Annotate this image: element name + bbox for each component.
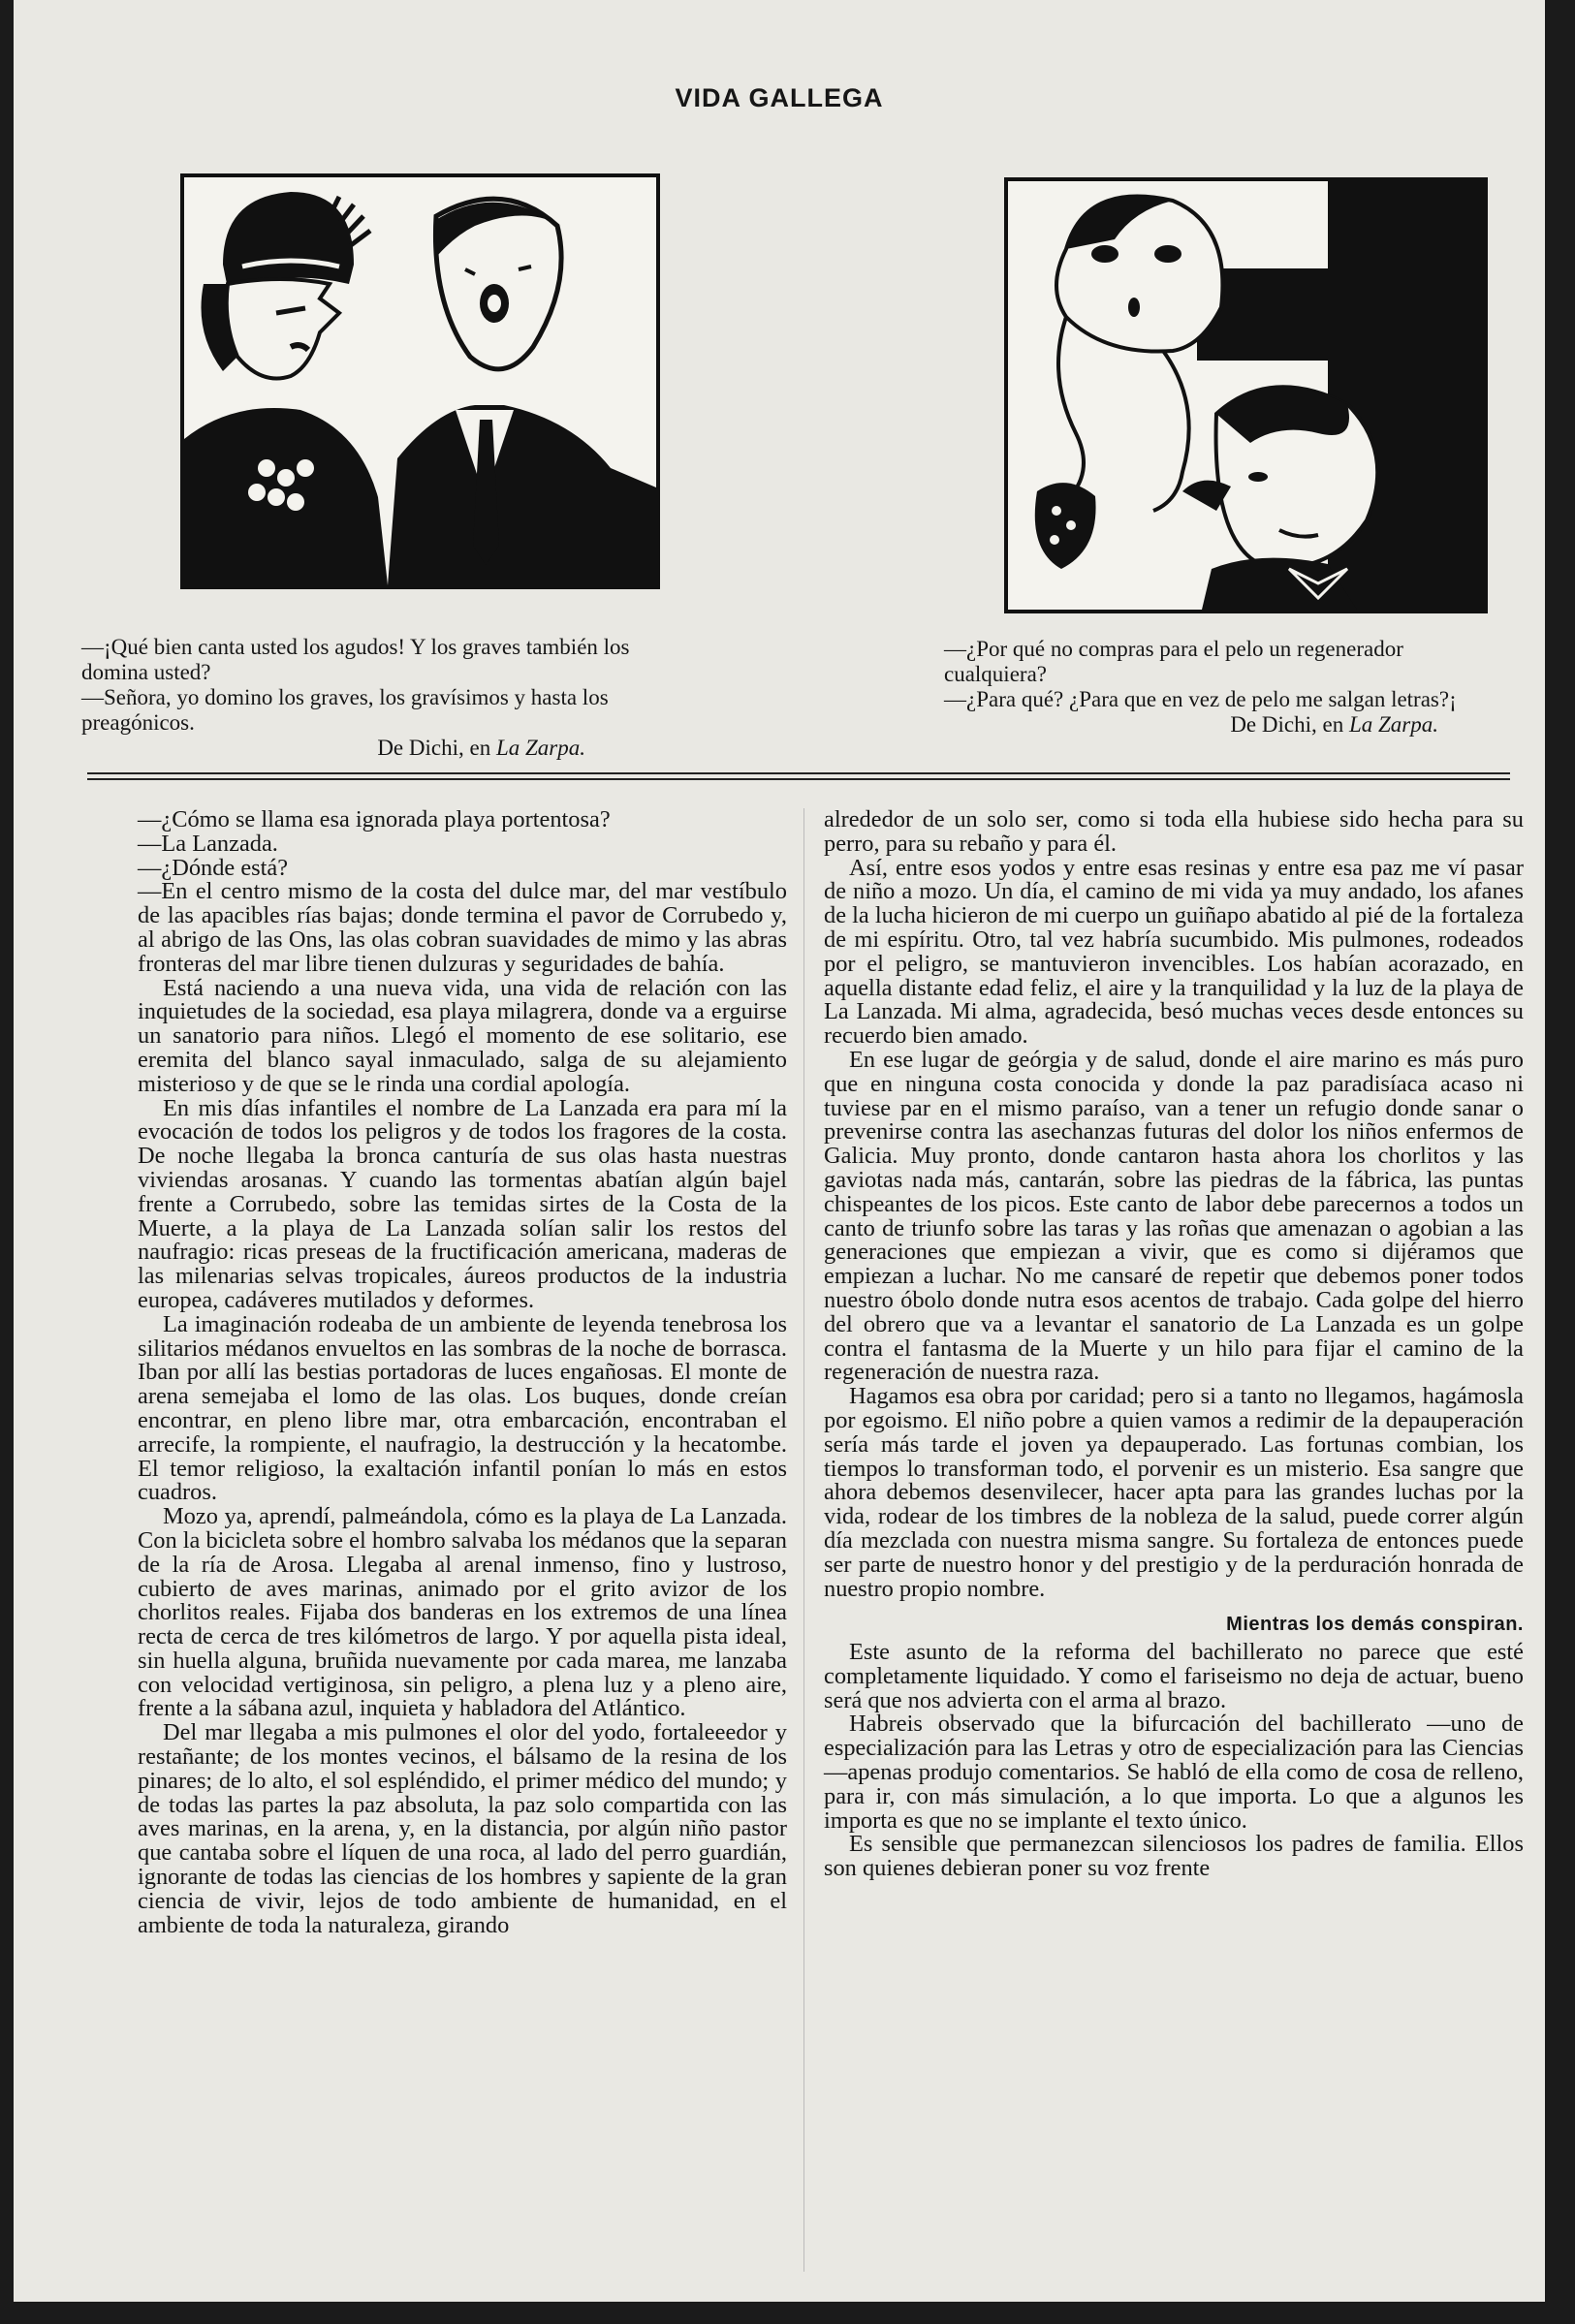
magazine-page (14, 0, 1545, 2302)
cartoon-right-caption (944, 637, 1496, 738)
dialogue-line: —En el centro mismo de la costa del dulce mar, del mar vestíbulo de las apacibles rías bajas; donde termina el pavor de Corrubedo y, al abrigo de las Ons, las olas cobran suavidades de mimo y las abras fronteras del mar libre tienen dulzuras y seguridades de bahía. (138, 878, 787, 977)
article-paragraph: En ese lugar de geórgia y de salud, donde el aire marino es más puro que en ninguna costa conocida y donde la paz paradisíaca acaso ni tuviese par en el mismo paraíso, van a tener un refugio donde sanar o prevenirse contra las asechanzas futuras del dolor los niños enfermos de Galicia. Muy pronto, donde cantaron hasta ahora los chorlitos y las gaviotas nada más, cantarán, sobre las piedras de la fábrica, las puntas chispeantes de los picos. Este canto de labor debe parecernos a todos un canto de triunfo sobre las taras y las roñas que amenazan o agobian a las generaciones que empiezan a vivir, que es como si dijéramos que empiezan a luchar. No me cansaré de repetir que debemos poner todos nuestro óbolo donde nutra esos acentos de trabajo. Cada golpe del hierro del obrero que va a levantar el sanatorio de La Lanzada es un golpe contra el fantasma de la Muerte y un hilo para fijar el camino de la regeneración de nuestra raza. (824, 1046, 1524, 1386)
cartoon-two-heads-drawing (1008, 181, 1484, 610)
article-paragraph: Así, entre esos yodos y entre esas resinas y entre esa paz me ví pasar de niño a mozo. Un día, el camino de mi vida ya muy andado, los afanes de la lucha hicieron de mi cuerpo un guiñapo abatido al pié de la fortaleza de mi espíritu. Otro, tal vez habría sucumbido. Mis pulmones, rodeados por el peligro, se mantuvieron invencibles. Los habían acorazado, en aquella distante edad feliz, el aire y la tranquilidad y la luz de la playa de La Lanzada. Mi alma, agradecida, besó muchas veces desde entonces su recuerdo bien amado. (824, 854, 1524, 1050)
caption-line: —Señora, yo domino los graves, los gravísimos y hasta los preagónicos. (81, 685, 609, 735)
section-divider (87, 772, 1510, 774)
caption-credit (81, 736, 644, 761)
article-paragraph: Está naciendo a una nueva vida, una vida de relación con las inquietudes de la sociedad, esa playa milagrera, donde va a erguirse un sanatorio para niños. Llegó el momento de ese solitario, ese eremita del blanco sayal inmaculado, salga de su alejamiento misterioso y de que se le rinda una cordial apología. (138, 974, 787, 1097)
dialogue-line: —¿Dónde está? (138, 854, 289, 881)
article-column-left (138, 808, 787, 1937)
article-paragraph: Habreis observado que la bifurcación del bachillerato —uno de especialización para las Letras y otro de especialización para las Ciencias—apenas produjo comentarios. Se habló de ella como de cosa de relleno, para ir, con más simulación, a lo que importa. Lo que a algunos les importa es que no se implante el texto único. (824, 1711, 1524, 1834)
article-paragraph: Hagamos esa obra por caridad; pero si a tanto no llegamos, hagámosla por egoismo. El niño pobre a quien vamos a redimir de la depauperación sería más tarde el joven ya depauperado. Las fortunas combian, los tiempos lo transforman todo, el porvenir es un misterio. Esa sangre que ahora debemos desenvilecer, hacer apta para las grandes luchas por la vida, rodear de los timbres de la nobleza de la salud, puede correr algún día mezclada con nuestra misma sangre. Su fortaleza de entonces puede ser parte de nuestro honor y del prestigio y de la perduración honrada de nuestro propio nombre. (824, 1383, 1524, 1602)
article-column-right (824, 808, 1524, 1881)
article-paragraph: alrededor de un solo ser, como si toda ella hubiese sido hecha para su perro, para su rebaño y para él. (824, 806, 1524, 857)
dialogue-line: —¿Cómo se llama esa ignorada playa portentosa? (138, 806, 611, 832)
cartoon-left-caption (81, 635, 644, 761)
credit-source: La Zarpa. (1348, 712, 1438, 737)
article-paragraph: Mozo ya, aprendí, palmeándola, cómo es la playa de La Lanzada. Con la bicicleta sobre el hombro salvaba los médanos que la separan de la ría de Arosa. Llegaba al arenal inmenso, fino y lustroso, cubierto de aves marinas, animado por el grito avizor de los chorlitos reales. Fijaba dos banderas en los extremos de una línea recta de cerca de tres kilómetros de largo. Y por aquella pista ideal, sin huella alguna, bruñida nuevamente por cada marea, me lanzaba con velocidad vertiginosa, sin peligro, a plena luz y a pleno aire, frente a la sábana azul, inquieta y habladora del Atlántico. (138, 1503, 787, 1722)
section-divider (87, 778, 1510, 780)
caption-line: —¿Para qué? ¿Para que en vez de pelo me salgan letras?¡ (944, 687, 1457, 711)
article-paragraph: Este asunto de la reforma del bachillerato no parece que esté completamente liquidado. Y como el fariseismo no deja de actuar, bueno será que nos advierta con el arma al brazo. (824, 1639, 1524, 1713)
cartoon-couple-drawing (184, 177, 656, 585)
dialogue-line: —La Lanzada. (138, 830, 278, 857)
article-paragraph: Del mar llegaba a mis pulmones el olor del yodo, fortaleeedor y restañante; de los montes vecinos, el bálsamo de la resina de los pinares; de lo alto, el sol espléndido, el primer médico del mundo; y de todas las partes la paz absoluta, la paz solo compartida con las aves marinas, en la arena, y, en la distancia, por algún niño pastor que cantaba sobre el líquen de una roca, al lado del perro guardián, ignorante de todas las ciencias de los hombres y sapiente de la gran ciencia de vivir, lejos de todo ambiente de humanidad, en el ambiente de toda la naturaleza, girando (138, 1719, 787, 1938)
article-paragraph: Es sensible que permanezcan silenciosos los padres de familia. Ellos son quienes debieran poner su voz frente (824, 1831, 1524, 1882)
article-paragraph: La imaginación rodeaba de un ambiente de leyenda tenebrosa los silitarios médanos envueltos en las sombras de la noche de borrasca. Iban por allí las bestias portadoras de luces engañosas. El monte de arena semejaba el lomo de las olas. Los buques, donde creían encontrar, en pleno libre mar, otra embarcación, encontraban el arrecife, la rompiente, el naufragio, la destrucción y la hecatombe. El temor religioso, la exaltación infantil ponían lo más en estos cuadros. (138, 1310, 787, 1506)
credit-source: La Zarpa. (495, 736, 585, 760)
cartoon-left-illustration (180, 173, 660, 589)
column-divider (803, 808, 804, 2272)
section-subheading: Mientras los demás conspiran. (1226, 1614, 1524, 1636)
caption-line: —¿Por qué no compras para el pelo un regenerador cualquiera? (944, 637, 1403, 686)
caption-line: —¡Qué bien canta usted los agudos! Y los graves también los domina usted? (81, 635, 630, 684)
page-header: VIDA GALLEGA (675, 83, 884, 112)
credit-prefix: De Dichi, en (1230, 712, 1349, 737)
credit-prefix: De Dichi, en (377, 736, 496, 760)
article-paragraph: En mis días infantiles el nombre de La Lanzada era para mí la evocación de todos los peligros y de todos los fragores de la costa. De noche llegaba la bronca canturía de sus olas hasta nuestras viviendas arosanas. Y cuando las tormentas abatían algún bajel frente a Corrubedo, sobre las temidas sirtes de la Costa de la Muerte, a la playa de La Lanzada solían salir los restos del naufragio: ricas preseas de la fructificación americana, maderas de las milenarias selvas tropicales, áureos productos de la industria europea, cadáveres mutilados y deformes. (138, 1094, 787, 1313)
caption-credit (944, 712, 1496, 738)
cartoon-right-illustration (1004, 177, 1488, 613)
